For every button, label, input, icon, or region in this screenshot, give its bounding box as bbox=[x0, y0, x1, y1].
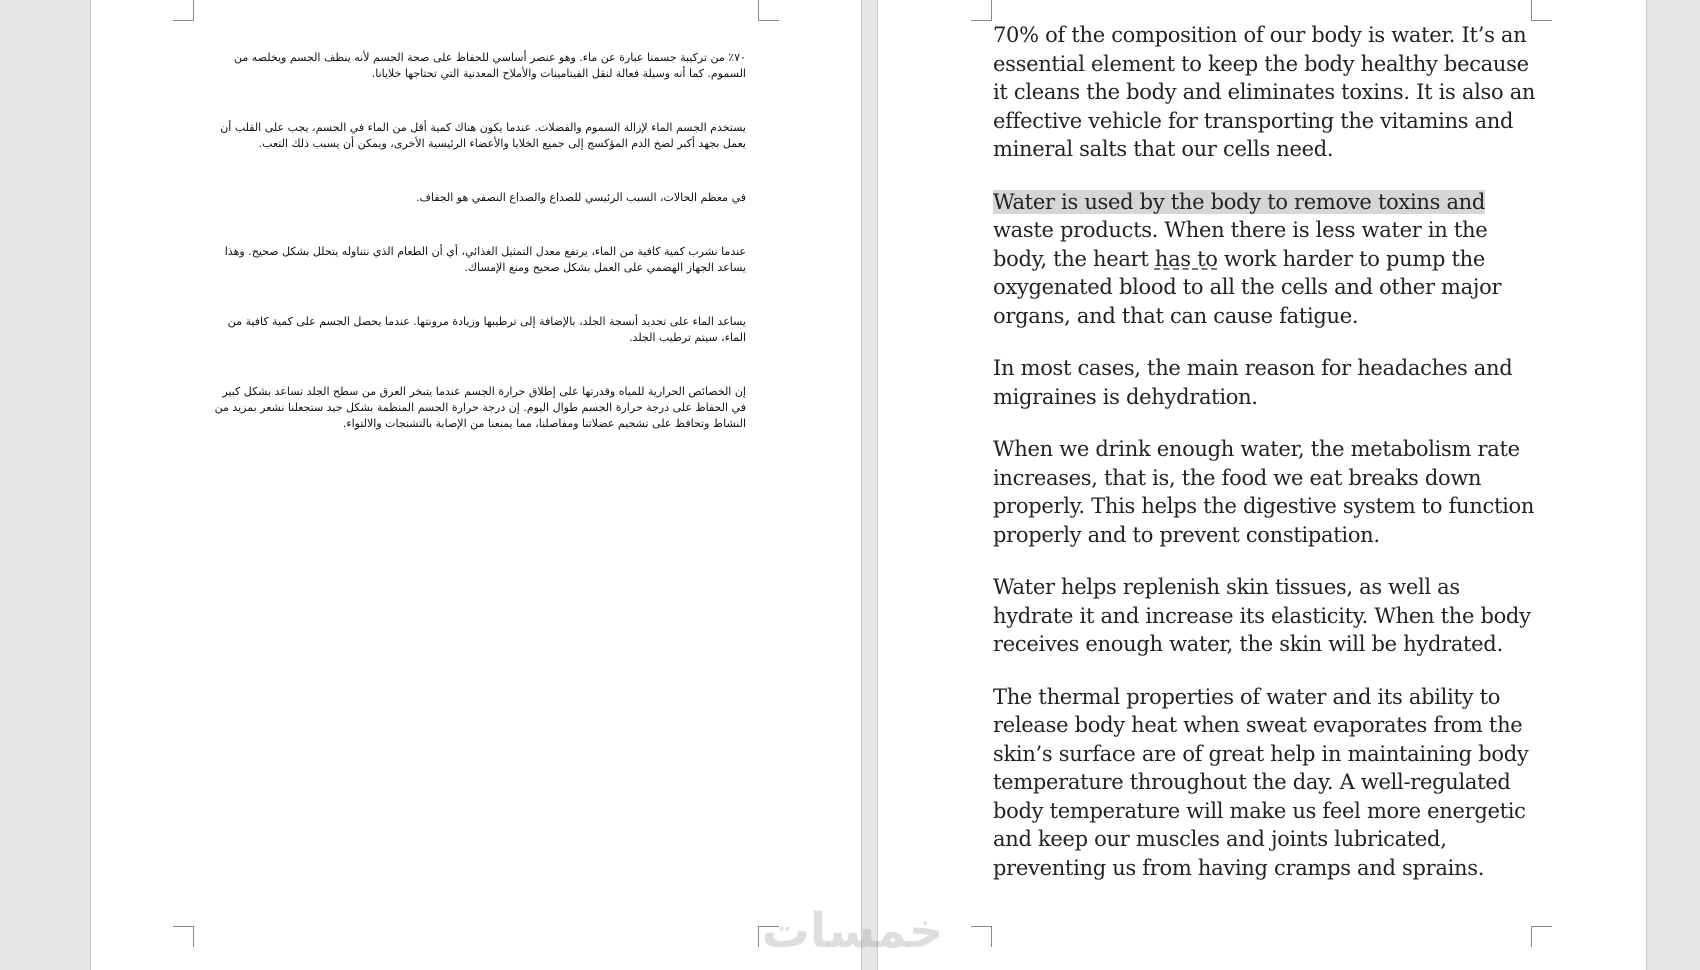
arabic-paragraph[interactable]: إن الخصائص الحرارية للمياه وقدرتها على إطلاق حرارة الجسم عندما يتبخر العرق من سطح الجلد تساعد بشكل كبير في الحفاظ على درجة حرارة الجسم طوال اليوم. إن درجة حرارة الجسم المنظمة بشكل جيد ستجعلنا نشعر بمزيد من النشاط وتحافظ على تشحيم عضلاتنا ومفاصلنا، مما يمنعنا من الإصابة بالتشنجات والالتواء. bbox=[214, 385, 746, 430]
crop-mark-bottom-right bbox=[1531, 926, 1552, 947]
crop-mark-bottom-left bbox=[173, 926, 194, 947]
arabic-paragraph[interactable]: عندما نشرب كمية كافية من الماء، يرتفع معدل التمثيل الغذائي، أي أن الطعام الذي نتناوله يتحلل بشكل صحيح. وهذا يساعد الجهاز الهضمي على العمل بشكل صحيح ومنع الإمساك. bbox=[224, 245, 746, 274]
page-english[interactable] bbox=[877, 0, 1647, 970]
crop-mark-bottom-right bbox=[758, 926, 779, 947]
page-arabic[interactable] bbox=[90, 0, 862, 970]
grammar-flagged-text[interactable]: has to bbox=[1154, 246, 1218, 271]
crop-mark-bottom-left bbox=[971, 926, 992, 947]
paragraph-text[interactable]: waste products. When there is less water in the body, the heart bbox=[993, 218, 1488, 271]
crop-mark-top-right bbox=[1531, 0, 1552, 21]
english-paragraph-5[interactable]: Water helps replenish skin tissues, as well as hydrate it and increase its elasticity. When the body receives enough water, the skin will be hydrated. bbox=[993, 575, 1531, 656]
arabic-paragraph[interactable]: يستخدم الجسم الماء لإزالة السموم والفضلات. عندما يكون هناك كمية أقل من الماء في الجسم، يجب على القلب أن يعمل بجهد أكبر لضخ الدم المؤكسج إلى جميع الخلايا والأعضاء الرئيسية الأخرى، ويمكن أن يسبب ذلك التعب. bbox=[220, 121, 746, 150]
crop-mark-top-left bbox=[173, 0, 194, 21]
english-paragraph-3[interactable]: In most cases, the main reason for headaches and migraines is dehydration. bbox=[993, 356, 1513, 409]
english-text-body[interactable] bbox=[993, 21, 1538, 906]
crop-mark-top-left bbox=[971, 0, 992, 21]
paragraph-text[interactable]: work harder to pump the oxygenated blood to all the cells and other major organs, and that can cause fatigue. bbox=[993, 246, 1502, 328]
english-paragraph-1[interactable]: 70% of the composition of our body is water. It’s an essential element to keep the body healthy because it cleans the body and eliminates toxins. It is also an effective vehicle for transporting the vitamins and mineral salts that our cells need. bbox=[993, 23, 1536, 161]
selected-text[interactable]: Water is used by the body to remove toxins and bbox=[993, 189, 1486, 214]
english-paragraph-6[interactable]: The thermal properties of water and its ability to release body heat when sweat evaporates from the skin’s surface are of great help in maintaining body temperature throughout the day. A well-regulated body temperature will make us feel more energetic and keep our muscles and joints lubricated, preventing us from having cramps and sprains. bbox=[993, 684, 1529, 880]
arabic-paragraph[interactable]: ٧٠٪ من تركيبة جسمنا عبارة عن ماء. وهو عنصر أساسي للحفاظ على صحة الجسم لأنه ينظف الجسم ويخلصه من السموم. كما أنه وسيلة فعالة لنقل الفيتامينات والأملاح المعدنية التي تحتاجها خلايانا. bbox=[234, 51, 746, 80]
watermark-logo: خمسات bbox=[761, 903, 944, 959]
arabic-text-body[interactable] bbox=[206, 50, 746, 432]
english-paragraph-2[interactable] bbox=[993, 188, 1538, 331]
english-paragraph-4[interactable]: When we drink enough water, the metabolism rate increases, that is, the food we eat breaks down properly. This helps the digestive system to function properly and to prevent constipation. bbox=[993, 437, 1535, 547]
arabic-paragraph[interactable]: يساعد الماء على تجديد أنسجة الجلد، بالإضافة إلى ترطيبها وزيادة مرونتها. عندما يحصل الجسم على كمية كافية من الماء، سيتم ترطيب الجلد. bbox=[227, 315, 746, 344]
crop-mark-top-right bbox=[758, 0, 779, 21]
arabic-paragraph[interactable]: في معظم الحالات، السبب الرئيسي للصداع والصداع النصفي هو الجفاف. bbox=[415, 191, 746, 204]
